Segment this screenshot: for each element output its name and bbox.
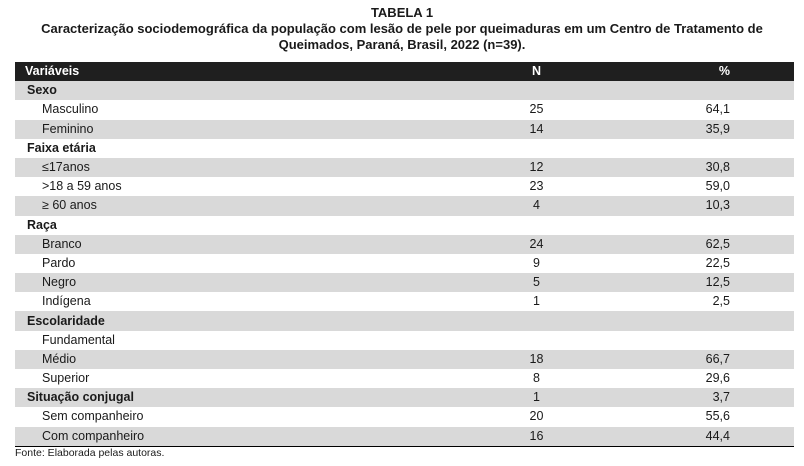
cell-n bbox=[462, 331, 600, 350]
table-row bbox=[15, 235, 794, 254]
table-row bbox=[15, 158, 794, 177]
table-caption bbox=[10, 21, 794, 53]
row-label: Com companheiro bbox=[15, 427, 462, 447]
cell-n: 18 bbox=[529, 351, 544, 366]
row-label: ≥ 60 anos bbox=[42, 198, 97, 213]
row-label: Faixa etária bbox=[27, 140, 96, 155]
row-label: Branco bbox=[42, 236, 82, 251]
cell-n: 12 bbox=[529, 160, 544, 175]
cell-n bbox=[462, 216, 600, 235]
table-section-row bbox=[15, 388, 794, 407]
table-row bbox=[15, 427, 794, 447]
row-label: Fundamental bbox=[42, 332, 115, 347]
table-header-row bbox=[15, 62, 794, 81]
cell-n: 25 bbox=[529, 102, 544, 117]
table-label: TABELA 1 bbox=[370, 5, 434, 20]
header-percent: % bbox=[718, 64, 730, 79]
row-label: Médio bbox=[42, 351, 77, 366]
table-row bbox=[15, 407, 794, 426]
cell-n: 8 bbox=[532, 371, 540, 386]
cell-percent: 66,7 bbox=[705, 351, 730, 366]
table-row bbox=[15, 273, 794, 292]
row-label: Pardo bbox=[42, 255, 76, 270]
cell-percent bbox=[601, 311, 794, 330]
cell-n: 24 bbox=[529, 236, 544, 251]
row-label: Indígena bbox=[42, 294, 91, 309]
table-section-row bbox=[15, 311, 794, 330]
row-label: Sem companheiro bbox=[42, 409, 144, 424]
cell-n: 5 bbox=[532, 275, 540, 290]
cell-n: 1 bbox=[532, 390, 540, 405]
table-row bbox=[15, 369, 794, 388]
cell-percent: 2,5 bbox=[712, 294, 730, 309]
table-section-row bbox=[15, 139, 794, 158]
source-note: Fonte: Elaborada pelas autoras. bbox=[15, 447, 165, 459]
cell-percent: 3,7 bbox=[712, 390, 730, 405]
cell-percent: 29,6 bbox=[705, 371, 730, 386]
caption-line-2: Queimados, Paraná, Brasil, 2022 (n=39). bbox=[278, 37, 526, 52]
table-row bbox=[15, 100, 794, 119]
cell-n bbox=[462, 81, 600, 100]
row-label: Feminino bbox=[42, 121, 94, 136]
header-variables: Variáveis bbox=[25, 64, 80, 79]
row-label: Negro bbox=[42, 275, 77, 290]
table-row bbox=[15, 331, 794, 350]
cell-percent: 59,0 bbox=[705, 179, 730, 194]
cell-percent: 30,8 bbox=[705, 160, 730, 175]
table-row bbox=[15, 177, 794, 196]
cell-n: 16 bbox=[462, 427, 600, 447]
cell-n: 20 bbox=[529, 409, 544, 424]
cell-n: 1 bbox=[532, 294, 540, 309]
cell-percent bbox=[601, 139, 794, 158]
table-row bbox=[15, 350, 794, 369]
cell-n: 14 bbox=[529, 121, 544, 136]
table-section-row bbox=[15, 81, 794, 100]
cell-percent: 22,5 bbox=[705, 255, 730, 270]
cell-percent bbox=[601, 331, 794, 350]
cell-percent bbox=[601, 81, 794, 100]
row-label: Masculino bbox=[42, 102, 99, 117]
cell-n: 23 bbox=[529, 179, 544, 194]
cell-percent: 44,4 bbox=[601, 427, 794, 447]
cell-percent: 10,3 bbox=[705, 198, 730, 213]
data-table bbox=[15, 62, 794, 447]
cell-percent: 64,1 bbox=[705, 102, 730, 117]
table-row bbox=[15, 254, 794, 273]
row-label: Superior bbox=[42, 371, 90, 386]
row-label: >18 a 59 anos bbox=[42, 179, 122, 194]
cell-n bbox=[462, 311, 600, 330]
cell-n: 4 bbox=[532, 198, 540, 213]
cell-percent: 12,5 bbox=[705, 275, 730, 290]
table-section-row bbox=[15, 216, 794, 235]
table-row bbox=[15, 292, 794, 311]
cell-percent bbox=[601, 216, 794, 235]
row-label: Raça bbox=[27, 217, 57, 232]
table-row bbox=[15, 120, 794, 139]
header-n: N bbox=[531, 64, 541, 79]
cell-n bbox=[462, 139, 600, 158]
caption-line-1: Caracterização sociodemográfica da população com lesão de pele por queimaduras em um Centro de Tratamento de bbox=[41, 21, 763, 36]
row-label: Sexo bbox=[27, 83, 57, 98]
cell-percent: 35,9 bbox=[705, 121, 730, 136]
row-label: Escolaridade bbox=[27, 313, 105, 328]
row-label: Situação conjugal bbox=[27, 390, 134, 405]
cell-percent: 62,5 bbox=[705, 236, 730, 251]
cell-percent: 55,6 bbox=[705, 409, 730, 424]
table-row bbox=[15, 196, 794, 215]
cell-n: 9 bbox=[532, 255, 540, 270]
row-label: ≤17anos bbox=[42, 160, 90, 175]
